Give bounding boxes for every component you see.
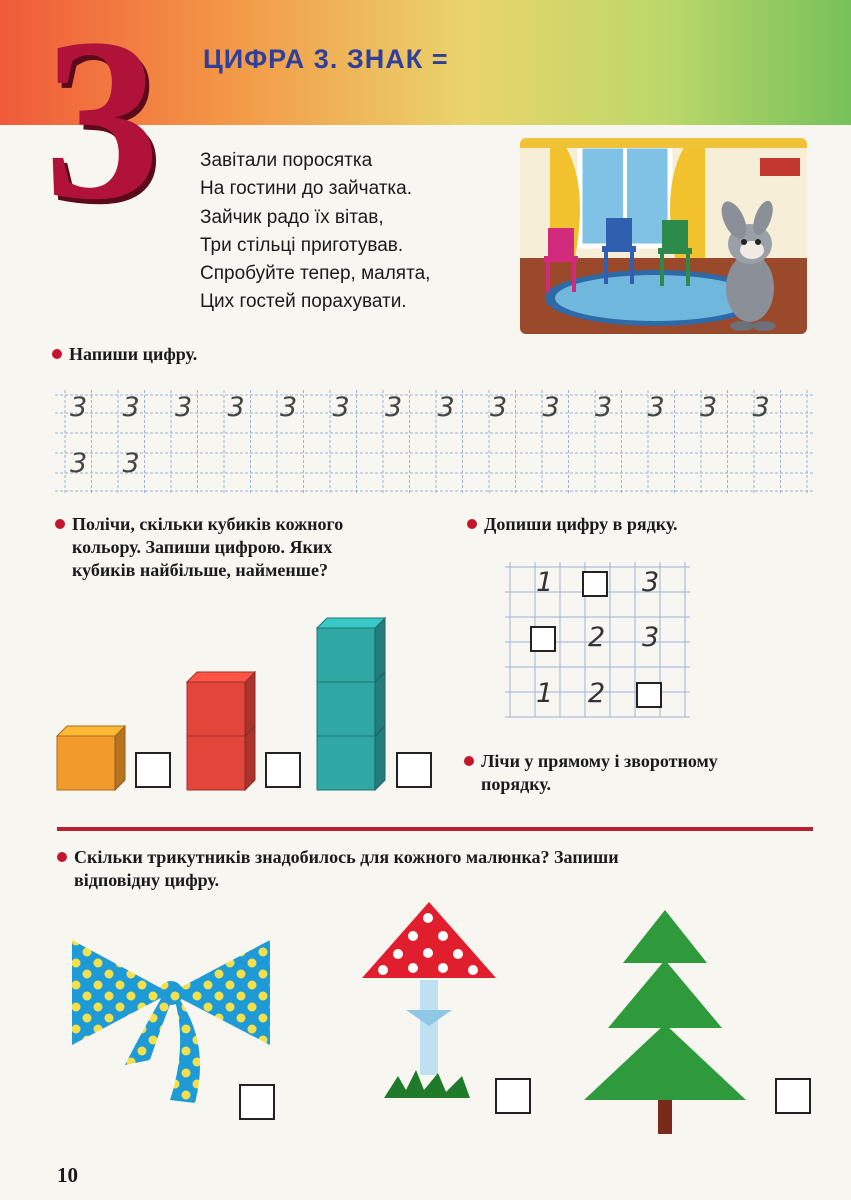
cube bbox=[317, 618, 385, 682]
poem-line: Спробуйте тепер, малята, bbox=[200, 263, 431, 285]
count-order-instruction bbox=[464, 750, 718, 796]
traced-digit: 3 bbox=[122, 392, 140, 423]
traced-digit: 3 bbox=[227, 392, 245, 423]
triangles-instruction bbox=[57, 846, 619, 892]
instruction-text: кубиків найбільше, найменше? bbox=[72, 560, 328, 580]
poem bbox=[200, 147, 430, 317]
section-divider bbox=[57, 827, 813, 831]
instruction-text: Скільки трикутників знадобилось для кожного малюнка? Запиши bbox=[74, 847, 619, 867]
row-digit: 2 bbox=[588, 678, 606, 709]
instruction-text: порядку. bbox=[481, 774, 552, 794]
row-digit: 3 bbox=[642, 622, 660, 653]
answer-box-teal[interactable] bbox=[396, 752, 432, 788]
traced-digit: 3 bbox=[70, 448, 88, 479]
count-cubes-instruction bbox=[55, 513, 343, 582]
fir-tree-picture bbox=[580, 908, 750, 1136]
poem-line: Завітали поросятка bbox=[200, 150, 373, 171]
instruction-text: відповідну цифру. bbox=[74, 870, 220, 890]
page-title: ЦИФРА 3. ЗНАК = bbox=[203, 44, 449, 74]
instruction-text: Лічи у прямому і зворотному bbox=[481, 751, 718, 771]
answer-box-mushroom[interactable] bbox=[495, 1078, 531, 1114]
row-digit: 1 bbox=[536, 567, 554, 598]
answer-box-tree[interactable] bbox=[775, 1078, 811, 1114]
traced-digit: 3 bbox=[490, 392, 508, 423]
row-digit: 2 bbox=[588, 622, 606, 653]
traced-digit: 3 bbox=[700, 392, 718, 423]
mushroom-picture bbox=[358, 898, 500, 1103]
fill-in-box[interactable] bbox=[530, 626, 556, 652]
traced-digit: 3 bbox=[595, 392, 613, 423]
traced-digit: 3 bbox=[647, 392, 665, 423]
bullet-icon bbox=[57, 852, 67, 862]
traced-digit: 3 bbox=[437, 392, 455, 423]
answer-box-red[interactable] bbox=[265, 752, 301, 788]
bullet-icon bbox=[55, 519, 65, 529]
write-digit-instruction bbox=[52, 343, 197, 366]
bullet-icon bbox=[464, 756, 474, 766]
cube bbox=[57, 726, 125, 790]
bunny-chairs-illustration bbox=[520, 138, 807, 334]
bullet-icon bbox=[52, 349, 62, 359]
poem-line: На гостини до зайчатка. bbox=[200, 178, 412, 200]
traced-digit: 3 bbox=[70, 392, 88, 423]
instruction-text: кольору. Запиши цифрою. Яких bbox=[72, 537, 333, 557]
poem-line: Цих гостей порахувати. bbox=[200, 291, 407, 313]
room-scene-image bbox=[520, 138, 807, 334]
big-digit-three: 3 bbox=[44, 0, 160, 248]
bullet-icon bbox=[467, 519, 477, 529]
poem-line: Зайчик радо їх вітав, bbox=[200, 206, 384, 228]
traced-digit: 3 bbox=[752, 392, 770, 423]
instruction-text: Полічи, скільки кубиків кожного bbox=[72, 514, 344, 534]
instruction-text: Напиши цифру. bbox=[69, 344, 198, 364]
page-number: 10 bbox=[57, 1163, 78, 1187]
cube-stacks bbox=[50, 610, 450, 800]
cube bbox=[187, 672, 255, 736]
answer-box-orange[interactable] bbox=[135, 752, 171, 788]
traced-digit: 3 bbox=[280, 392, 298, 423]
poem-line: Три стільці приготував. bbox=[200, 234, 404, 256]
instruction-text: Допиши цифру в рядку. bbox=[484, 514, 678, 534]
fill-in-box[interactable] bbox=[636, 682, 662, 708]
traced-digit: 3 bbox=[122, 448, 140, 479]
row-digit: 3 bbox=[642, 567, 660, 598]
answer-box-bow[interactable] bbox=[239, 1084, 275, 1120]
traced-digit: 3 bbox=[542, 392, 560, 423]
traced-digit: 3 bbox=[385, 392, 403, 423]
fill-in-box[interactable] bbox=[582, 571, 608, 597]
traced-digit: 3 bbox=[175, 392, 193, 423]
fill-row-instruction bbox=[467, 513, 678, 536]
row-digit: 1 bbox=[536, 678, 554, 709]
traced-digit: 3 bbox=[332, 392, 350, 423]
